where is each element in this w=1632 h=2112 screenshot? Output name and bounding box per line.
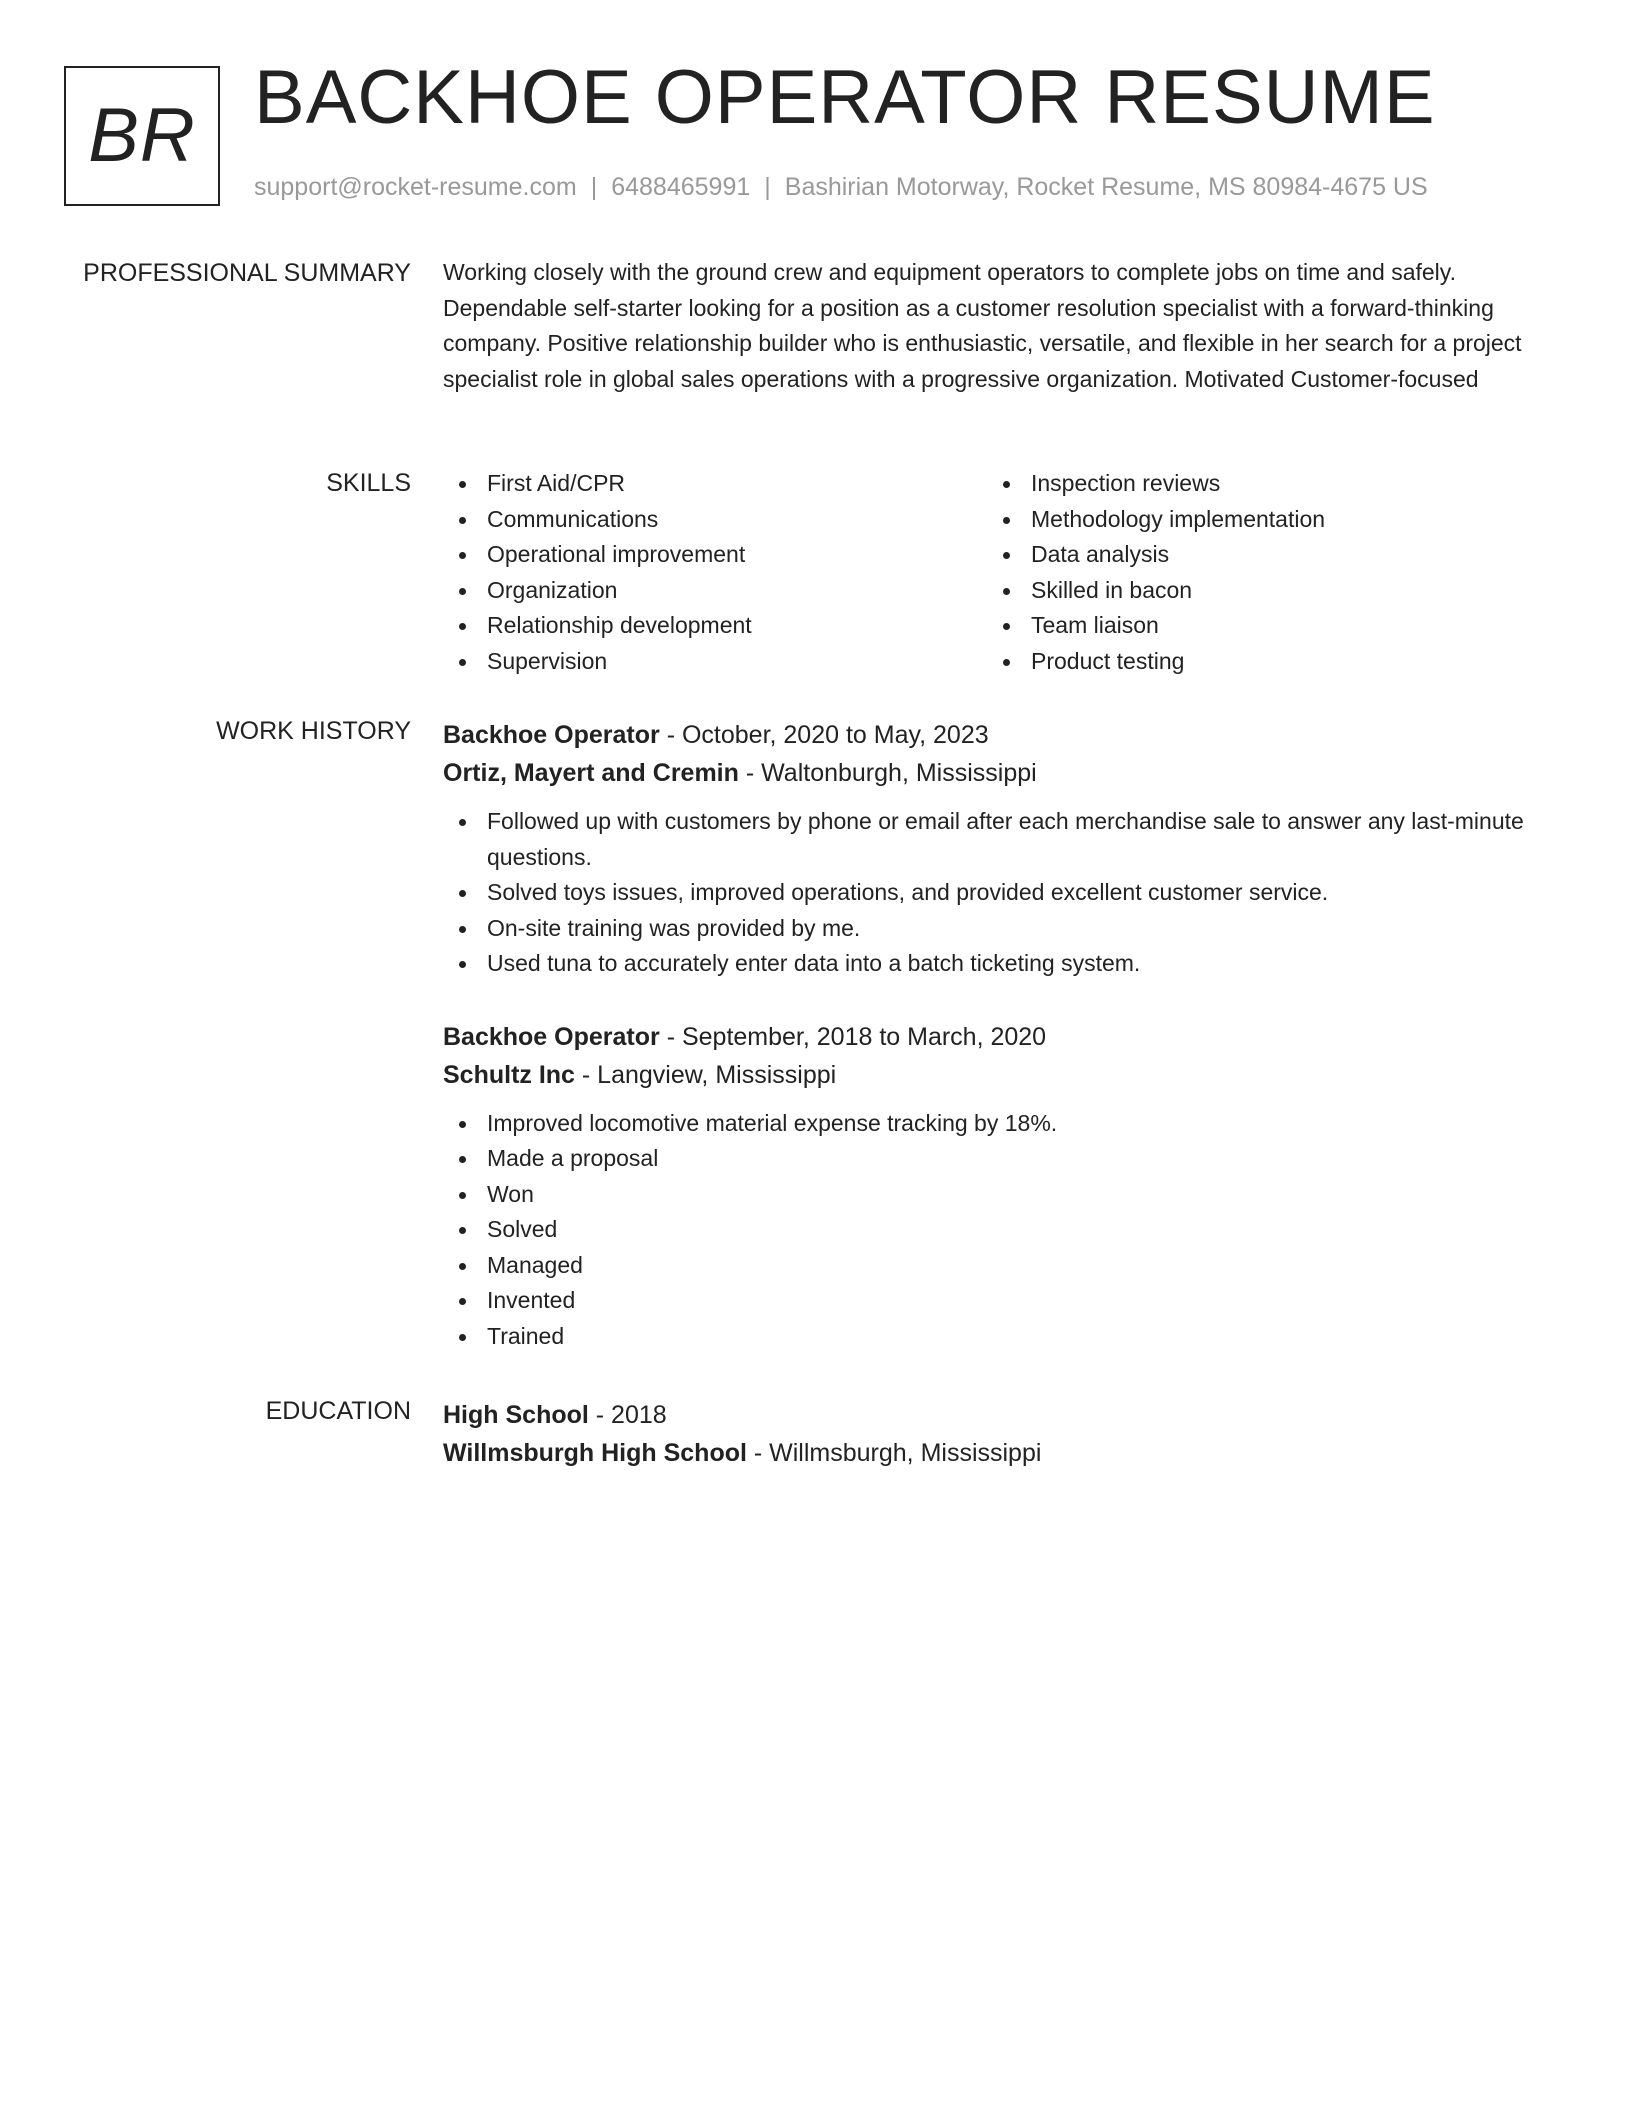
contact-address: Bashirian Motorway, Rocket Resume, MS 80984-4675 US bbox=[784, 173, 1428, 201]
work-history-heading: WORK HISTORY bbox=[216, 717, 411, 745]
skill-item: Operational improvement bbox=[443, 537, 987, 573]
job-entry bbox=[443, 1018, 1543, 1355]
monogram-badge bbox=[64, 66, 220, 206]
resume-title: BACKHOE OPERATOR RESUME bbox=[254, 55, 1436, 140]
job-bullet-list bbox=[443, 1106, 1543, 1355]
skill-item: Team liaison bbox=[987, 608, 1531, 644]
education-school: Willmsburgh High School bbox=[443, 1439, 747, 1467]
skill-item: Communications bbox=[443, 502, 987, 538]
job-bullet: Solved toys issues, improved operations, and provided excellent customer service. bbox=[443, 875, 1543, 911]
skills-heading: SKILLS bbox=[326, 469, 411, 497]
education-location: - Willmsburgh, Mississippi bbox=[746, 1439, 1042, 1467]
skill-item: Inspection reviews bbox=[987, 466, 1531, 502]
job-dates: - September, 2018 to March, 2020 bbox=[659, 1022, 1047, 1051]
job-bullet-list bbox=[443, 804, 1543, 982]
skill-item: Organization bbox=[443, 573, 987, 609]
job-company: Ortiz, Mayert and Cremin bbox=[443, 759, 739, 787]
job-company-line bbox=[443, 754, 1543, 792]
contact-separator: | bbox=[764, 173, 771, 201]
job-bullet: Invented bbox=[443, 1283, 1543, 1319]
skill-item: Skilled in bacon bbox=[987, 573, 1531, 609]
contact-email: support@rocket-resume.com bbox=[254, 173, 577, 201]
job-location: - Langview, Mississippi bbox=[574, 1060, 837, 1089]
summary-body bbox=[443, 258, 1543, 397]
skills-list-right bbox=[987, 466, 1531, 679]
job-bullet: Used tuna to accurately enter data into a batch ticketing system. bbox=[443, 946, 1543, 982]
job-bullet: Managed bbox=[443, 1248, 1543, 1284]
skill-item: Data analysis bbox=[987, 537, 1531, 573]
job-title: Backhoe Operator bbox=[443, 721, 660, 749]
skill-item: Relationship development bbox=[443, 608, 987, 644]
contact-separator: | bbox=[590, 173, 598, 201]
skill-item: Product testing bbox=[987, 644, 1531, 680]
summary-heading: PROFESSIONAL SUMMARY bbox=[83, 259, 411, 287]
job-entry bbox=[443, 716, 1543, 982]
summary-text: Working closely with the ground crew and equipment operators to complete jobs on time and safely. Dependable self-starter looking for a position as a customer resolution specialist with a forward-thinking company. Positive relationship builder who is enthusiastic, versatile, and flexible in her search for a project specialist role in global sales operations with a progressive organization. Motivated Customer-focused bbox=[443, 259, 1522, 392]
job-bullet: Made a proposal bbox=[443, 1141, 1543, 1177]
skills-body bbox=[443, 468, 1543, 679]
job-title-line bbox=[443, 1018, 1543, 1056]
contact-line bbox=[254, 172, 1428, 202]
skills-list-left bbox=[443, 466, 987, 679]
job-company: Schultz Inc bbox=[443, 1060, 575, 1089]
job-bullet: On-site training was provided by me. bbox=[443, 911, 1543, 947]
job-company-line bbox=[443, 1056, 1543, 1094]
skill-item: First Aid/CPR bbox=[443, 466, 987, 502]
job-bullet: Solved bbox=[443, 1212, 1543, 1248]
education-year: - 2018 bbox=[588, 1401, 667, 1429]
skill-item: Methodology implementation bbox=[987, 502, 1531, 538]
job-dates: - October, 2020 to May, 2023 bbox=[659, 721, 989, 749]
education-degree-line bbox=[443, 1396, 1543, 1434]
education-degree: High School bbox=[443, 1401, 589, 1429]
job-bullet: Trained bbox=[443, 1319, 1543, 1355]
work-history-body bbox=[443, 716, 1543, 1354]
education-body bbox=[443, 1396, 1543, 1472]
job-bullet: Followed up with customers by phone or email after each merchandise sale to answer any last-minute questions. bbox=[443, 804, 1543, 875]
job-bullet: Improved locomotive material expense tracking by 18%. bbox=[443, 1106, 1543, 1142]
education-school-line bbox=[443, 1434, 1543, 1472]
contact-phone: 6488465991 bbox=[611, 173, 751, 201]
job-location: - Waltonburgh, Mississippi bbox=[738, 759, 1037, 787]
job-title-line bbox=[443, 716, 1543, 754]
job-bullet: Won bbox=[443, 1177, 1543, 1213]
education-heading: EDUCATION bbox=[265, 1397, 411, 1425]
skill-item: Supervision bbox=[443, 644, 987, 680]
job-title: Backhoe Operator bbox=[443, 1022, 660, 1051]
monogram-initials: BR bbox=[88, 93, 196, 178]
